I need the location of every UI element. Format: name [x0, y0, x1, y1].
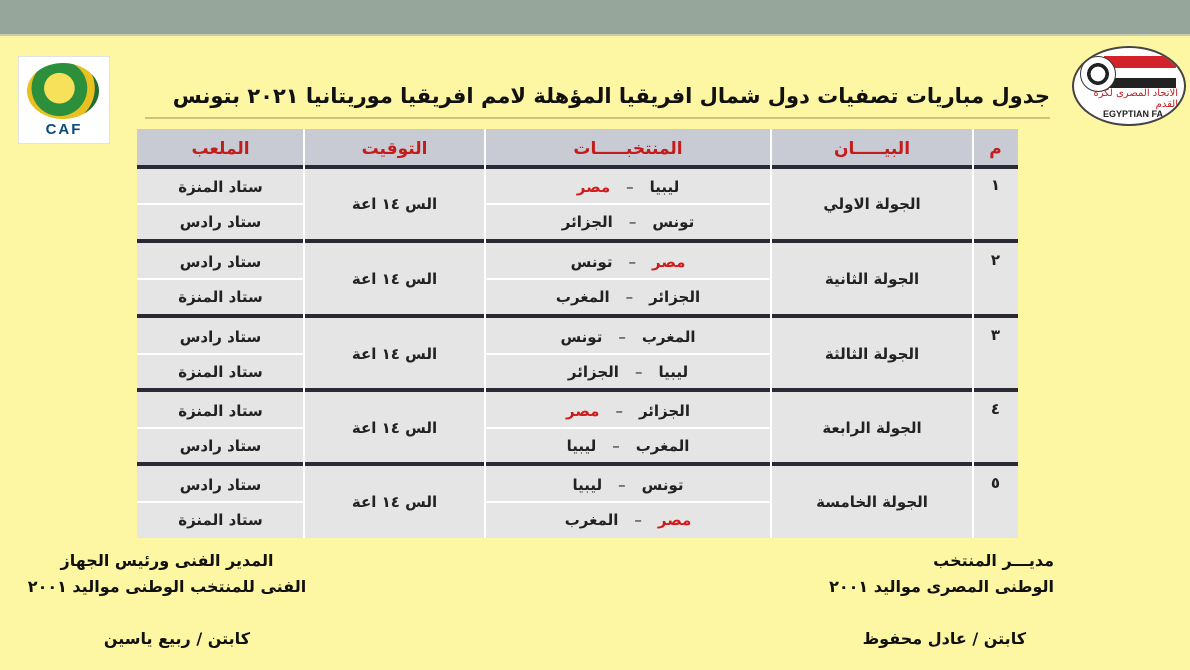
- versus-dash: –: [618, 475, 626, 494]
- round-number: ٣: [990, 326, 1001, 344]
- team-away: المغرب: [555, 287, 610, 306]
- team-home: مصر: [657, 510, 692, 529]
- schedule-table: [137, 129, 1018, 538]
- technical-director-signature: [16, 548, 318, 600]
- stadium-name: ستاد رادس: [179, 252, 262, 271]
- match-time: الس ١٤ اعة: [351, 345, 438, 363]
- versus-dash: –: [625, 287, 634, 306]
- round-number: ٥: [990, 474, 1001, 492]
- versus-dash: –: [628, 252, 636, 271]
- match-row: [485, 467, 771, 502]
- header-time: التوقيت: [304, 129, 485, 168]
- header-num: م: [973, 129, 1018, 168]
- team-home: الجزائر: [649, 287, 701, 306]
- top-banner: [0, 0, 1190, 34]
- round-number: ٢: [990, 251, 1001, 269]
- team-away: الجزائر: [561, 212, 613, 231]
- match-time: الس ١٤ اعة: [351, 195, 438, 213]
- versus-dash: –: [634, 362, 643, 381]
- title-underline: [145, 117, 1050, 119]
- stadium-name: ستاد رادس: [179, 475, 262, 494]
- match-row: [485, 354, 771, 389]
- team-away: مصر: [576, 177, 611, 196]
- team-home: المغرب: [641, 327, 696, 346]
- manager-title-line1: مديـــر المنتخب: [933, 551, 1054, 570]
- team-away: تونس: [560, 327, 603, 346]
- stadium-name: ستاد رادس: [179, 327, 262, 346]
- versus-dash: –: [628, 212, 637, 231]
- caf-emblem: [27, 63, 99, 119]
- match-row: [485, 279, 771, 314]
- round-name: الجولة الثانية: [824, 270, 920, 288]
- efa-arabic-text: الاتحاد المصرى لكرة القدم: [1093, 88, 1178, 110]
- manager-name: كابتن / عادل محفوظ: [862, 629, 1026, 648]
- round-separator: [137, 314, 1018, 318]
- stadium-name: ستاد المنزة: [178, 401, 263, 420]
- caf-logo-text: CAF: [45, 121, 83, 138]
- round-number: ١: [990, 176, 1001, 194]
- efa-latin-text: EGYPTIAN FA: [1102, 109, 1163, 119]
- match-row: [485, 244, 771, 279]
- match-time: الس ١٤ اعة: [351, 270, 438, 288]
- caf-logo: [18, 56, 110, 144]
- match-row: [485, 428, 771, 463]
- team-away: الجزائر: [567, 362, 619, 381]
- stadium-name: ستاد المنزة: [178, 362, 263, 381]
- team-away: مصر: [566, 401, 600, 420]
- versus-dash: –: [612, 436, 620, 455]
- round-name: الجولة الرابعة: [822, 419, 922, 437]
- team-away: المغرب: [564, 510, 619, 529]
- team-home: تونس: [652, 212, 695, 231]
- round-name: الجولة الخامسة: [816, 493, 928, 511]
- match-row: [485, 169, 771, 204]
- team-away: ليبيا: [572, 475, 603, 494]
- banner-divider: [0, 34, 1190, 36]
- stadium-name: ستاد المنزة: [178, 510, 263, 529]
- round-name: الجولة الاولي: [823, 195, 921, 213]
- match-row: [485, 502, 771, 537]
- team-home: المغرب: [635, 436, 690, 455]
- versus-dash: –: [634, 510, 642, 529]
- header-teams: المنتخبـــــات: [485, 129, 771, 168]
- director-name: كابتن / ربيع ياسين: [103, 629, 250, 648]
- versus-dash: –: [618, 327, 626, 346]
- efa-emblem: [1072, 46, 1186, 126]
- round-number: ٤: [990, 400, 1001, 418]
- team-manager-signature: [822, 548, 1054, 600]
- versus-dash: –: [615, 401, 623, 420]
- match-time: الس ١٤ اعة: [351, 419, 438, 437]
- team-home: تونس: [641, 475, 684, 494]
- match-row: [485, 204, 771, 239]
- director-title-line1: المدير الفنى ورئيس الجهاز: [60, 551, 274, 570]
- header-round: البيـــــان: [771, 129, 973, 168]
- round-separator: [137, 239, 1018, 243]
- team-home: ليبيا: [649, 177, 680, 196]
- round-name: الجولة الثالثة: [824, 345, 920, 363]
- team-home: الجزائر: [638, 401, 690, 420]
- stadium-name: ستاد المنزة: [178, 177, 263, 196]
- page-title: جدول مباريات تصفيات دول شمال افريقيا المؤهلة لامم افريقيا موريتانيا ٢٠٢١ بتونس: [172, 84, 1050, 108]
- match-row: [485, 393, 771, 428]
- team-away: تونس: [570, 252, 613, 271]
- team-home: مصر: [651, 252, 686, 271]
- team-away: ليبيا: [566, 436, 597, 455]
- match-row: [485, 319, 771, 354]
- football-icon: [1080, 56, 1116, 92]
- match-time: الس ١٤ اعة: [351, 493, 438, 511]
- director-title-line2: الفنى للمنتخب الوطنى مواليد ٢٠٠١: [27, 577, 307, 596]
- stadium-name: ستاد رادس: [179, 212, 262, 231]
- versus-dash: –: [626, 177, 634, 196]
- header-stadium: الملعب: [137, 129, 304, 168]
- egyptian-fa-logo: [1072, 46, 1184, 124]
- manager-title-line2: الوطنى المصرى مواليد ٢٠٠١: [829, 577, 1054, 596]
- team-home: ليبيا: [658, 362, 689, 381]
- stadium-name: ستاد المنزة: [178, 287, 263, 306]
- stadium-name: ستاد رادس: [179, 436, 262, 455]
